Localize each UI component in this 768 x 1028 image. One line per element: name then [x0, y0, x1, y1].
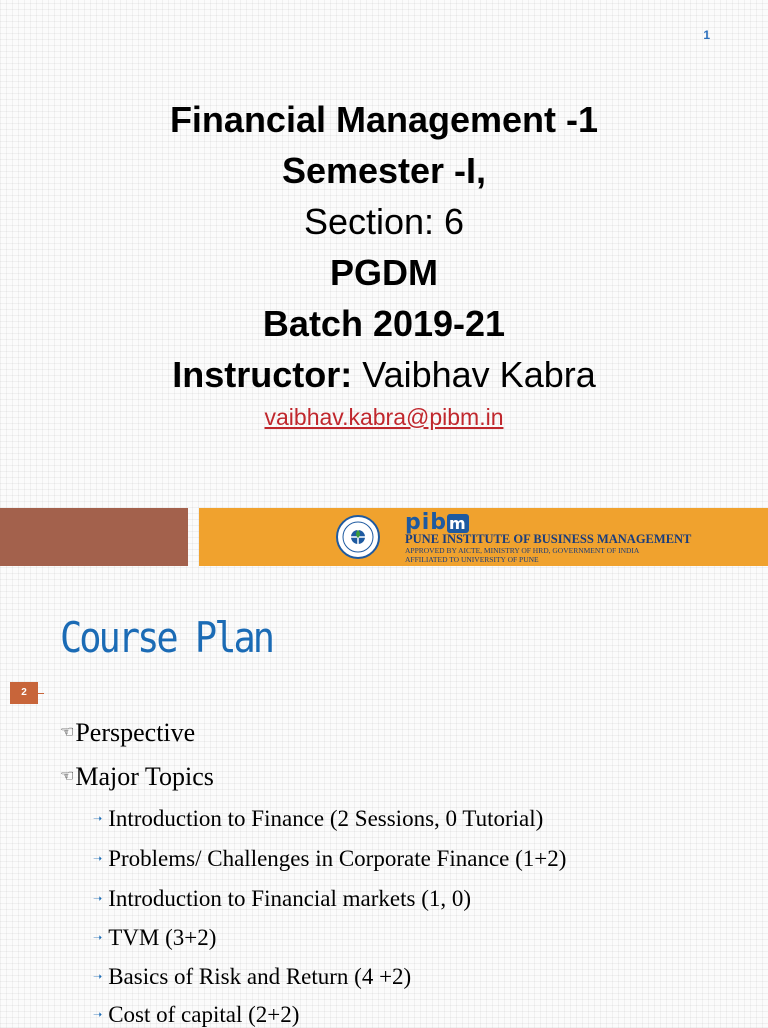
email-link[interactable]: vaibhav.kabra@pibm.in — [264, 404, 504, 430]
section: Section: 6 — [303, 201, 465, 242]
institute-banner — [199, 508, 768, 566]
institute-seal-icon — [333, 512, 383, 562]
pointing-hand-icon: ☜ — [60, 768, 75, 785]
slide-number-badge: 2 — [10, 682, 38, 704]
institute-approval: APPROVED BY AICTE, MINISTRY OF HRD, GOVERNMENT OF INDIA AFFILIATED TO UNIVERSITY OF PUNE — [405, 546, 640, 564]
semester: Semester -I, — [281, 150, 487, 191]
bullet-item: ☜Perspective — [60, 718, 196, 747]
topic-item: ➝ Introduction to Finance (2 Sessions, 0 Tutorial) — [93, 806, 544, 831]
slide-title: Course Plan — [60, 614, 273, 663]
topic-item: ➝ Cost of capital (2+2) — [93, 1002, 300, 1027]
slide-2 — [0, 590, 768, 1027]
instructor-name: Vaibhav Kabra — [362, 354, 596, 395]
arrow-right-icon: ➝ — [93, 813, 103, 825]
footer-accent-bar — [0, 508, 188, 566]
batch: Batch 2019-21 — [262, 303, 506, 344]
instructor-line — [0, 349, 768, 400]
bullet-item: ☜Major Topics — [60, 762, 214, 791]
title-block — [0, 94, 768, 432]
arrow-right-icon: ➝ — [93, 932, 103, 944]
topic-item: ➝ Introduction to Financial markets (1, 0) — [93, 886, 472, 911]
arrow-right-icon: ➝ — [93, 853, 103, 865]
topic-item: ➝ Basics of Risk and Return (4 +2) — [93, 964, 412, 989]
topic-item: ➝ TVM (3+2) — [93, 925, 217, 950]
slide-number: 1 — [703, 28, 710, 42]
pointing-hand-icon: ☜ — [60, 724, 75, 741]
arrow-right-icon: ➝ — [93, 893, 103, 905]
arrow-right-icon: ➝ — [93, 1009, 103, 1021]
institute-name: PUNE INSTITUTE OF BUSINESS MANAGEMENT — [405, 532, 692, 546]
pibm-logo-text: pib m — [405, 510, 467, 535]
instructor-label: Instructor: — [172, 354, 353, 395]
course-title: Financial Management -1 — [169, 99, 599, 140]
program: PGDM — [330, 252, 438, 293]
arrow-right-icon: ➝ — [93, 971, 103, 983]
topic-item: ➝ Problems/ Challenges in Corporate Finance (1+2) — [93, 846, 567, 871]
badge-divider — [38, 693, 44, 694]
